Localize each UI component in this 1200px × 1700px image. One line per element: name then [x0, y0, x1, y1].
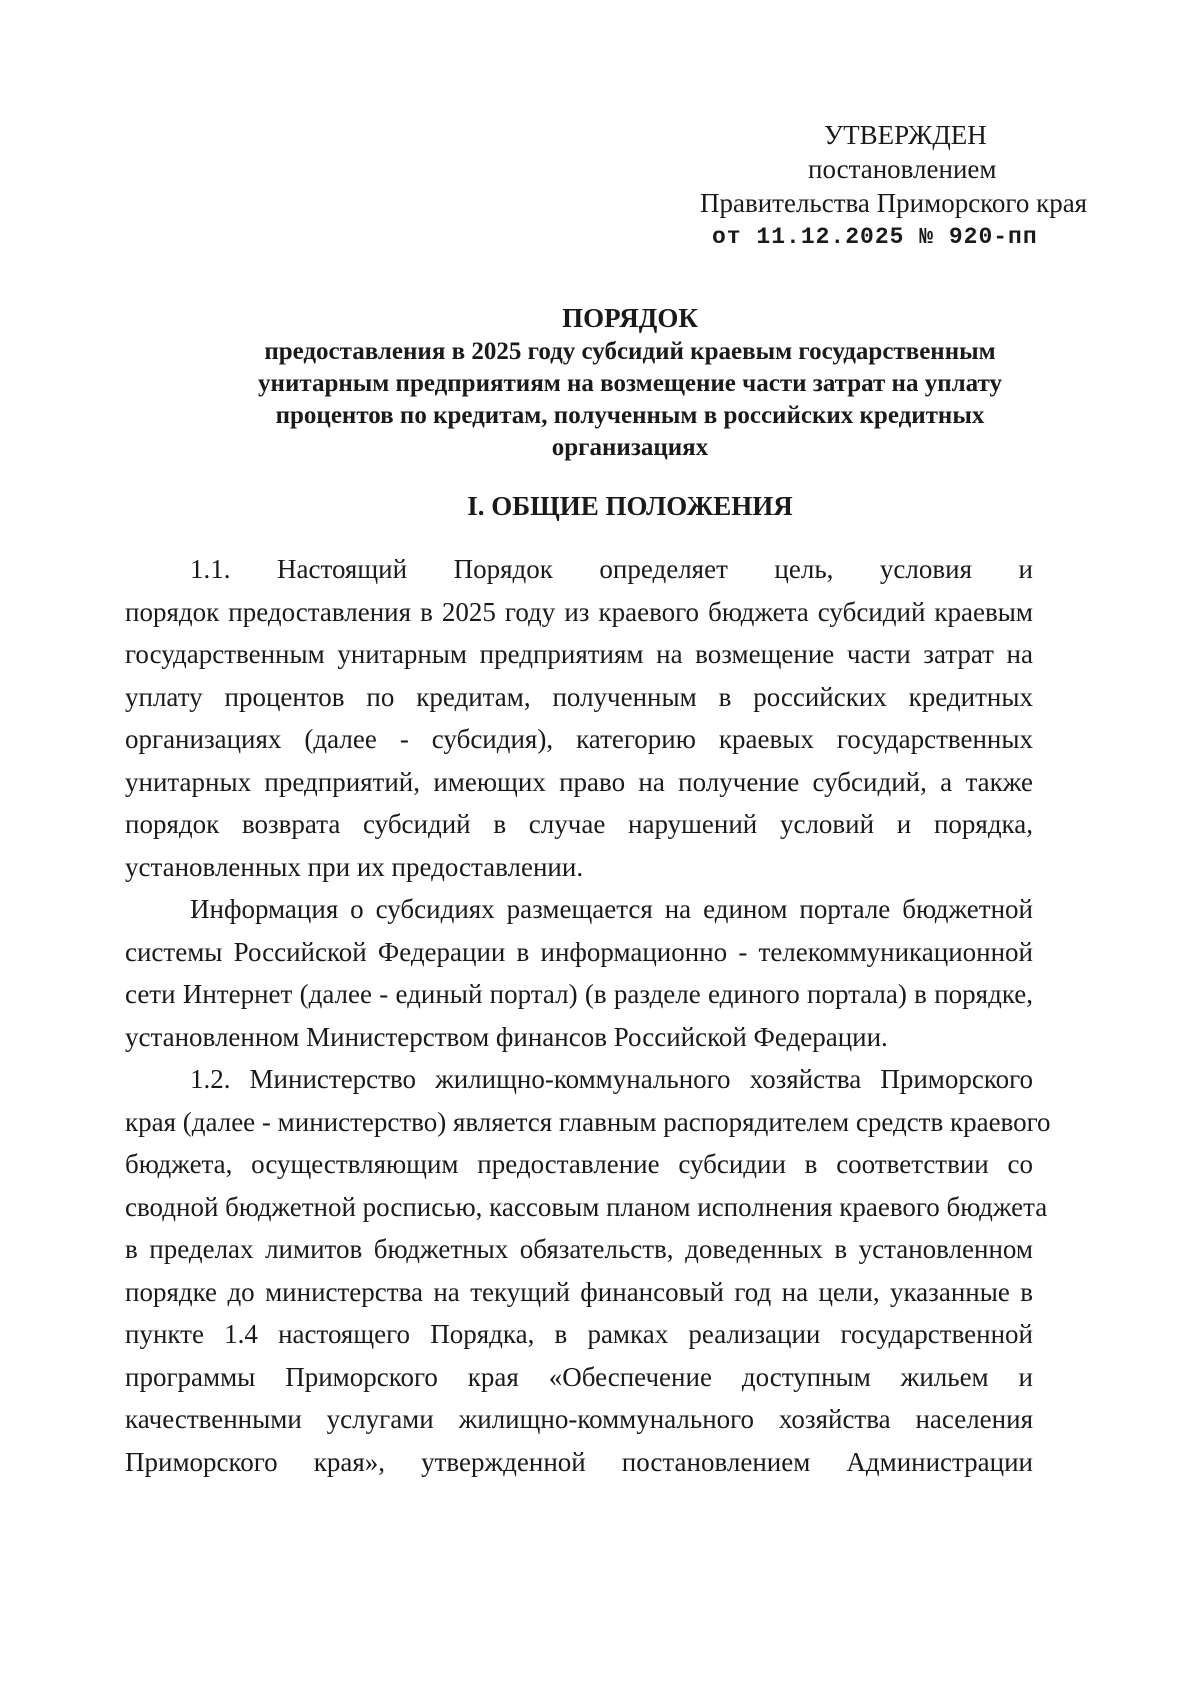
approval-approved: УТВЕРЖДЕН [824, 120, 987, 150]
text-line: установленном Министерством финансов Российской Федерации. [125, 1021, 888, 1052]
word: цель, [774, 554, 834, 584]
text-line: края (далее - министерство) является главным распорядителем средств краевого [125, 1106, 1051, 1137]
text-line: организациях (далее - субсидия), категорию краевых государственных [125, 724, 1033, 754]
approval-government: Правительства Приморского края [700, 188, 1088, 218]
section-heading: I. ОБЩИЕ ПОЛОЖЕНИЯ [467, 491, 793, 521]
approval-date-number: от 11.12.2025 № 920-пп [712, 224, 1038, 250]
subtitle-line: процентов по кредитам, полученным в российских кредитных [275, 402, 985, 429]
text-line: уплату процентов по кредитам, полученным в российских кредитных [125, 681, 1033, 712]
text-line: унитарных предприятий, имеющих право на получение субсидий, а также [125, 766, 1033, 797]
text-line: в пределах лимитов бюджетных обязательств, доведенных в установленном [125, 1234, 1033, 1264]
word: условия [879, 554, 972, 584]
text-line: сети Интернет (далее - единый портал) (в разделе единого портала) в порядке, [125, 979, 1033, 1009]
text-line: качественными услугами жилищно-коммунального хозяйства населения [125, 1404, 1033, 1434]
paragraph-1-1 [125, 548, 1033, 888]
text-line: порядке до министерства на текущий финансовый год на цели, указанные в [125, 1276, 1033, 1307]
text-line: 1.2. Министерство жилищно-коммунального хозяйства Приморского [190, 1064, 1033, 1094]
paragraph-info [125, 888, 1033, 1058]
text-line: Информация о субсидиях размещается на едином портале бюджетной [190, 894, 1033, 924]
word: определяет [599, 554, 728, 584]
text-line: установленных при их предоставлении. [125, 851, 584, 882]
document-subtitle [130, 336, 1130, 464]
subtitle-line: предоставления в 2025 году субсидий краевым государственным [264, 338, 996, 365]
text-line: сводной бюджетной росписью, кассовым планом исполнения краевого бюджета [125, 1191, 1048, 1222]
document-title-block [130, 300, 1130, 464]
text-line: программы Приморского края «Обеспечение доступным жильем и [125, 1361, 1033, 1392]
word: Порядок [453, 554, 553, 584]
text-line: порядок возврата субсидий в случае нарушений условий и порядка, [125, 809, 1033, 839]
word: Настоящий [277, 554, 408, 584]
document-title: ПОРЯДОК [562, 303, 698, 333]
paragraph-first-line [125, 548, 1033, 591]
paragraph-1-2 [125, 1058, 1051, 1483]
text-line: Приморского края», утвержденной постановлением Администрации [125, 1446, 1033, 1477]
text-line: порядок предоставления в 2025 году из краевого бюджета субсидий краевым [125, 596, 1033, 627]
subtitle-line: организациях [551, 434, 709, 461]
word: 1.1. [190, 554, 231, 584]
approval-stamp [700, 118, 1140, 254]
subtitle-line: унитарным предприятиям на возмещение части затрат на уплату [258, 370, 1002, 397]
text-line: бюджета, осуществляющим предоставление субсидии в соответствии со [125, 1149, 1033, 1179]
approval-by-resolution: постановлением [808, 154, 997, 184]
word: и [1018, 554, 1033, 584]
document-body [125, 548, 1051, 1483]
text-line: пункте 1.4 настоящего Порядка, в рамках реализации государственной [125, 1319, 1033, 1349]
text-line: государственным унитарным предприятиям на возмещение части затрат на [125, 639, 1033, 669]
text-line: системы Российской Федерации в информационно - телекоммуникационной [125, 936, 1033, 967]
